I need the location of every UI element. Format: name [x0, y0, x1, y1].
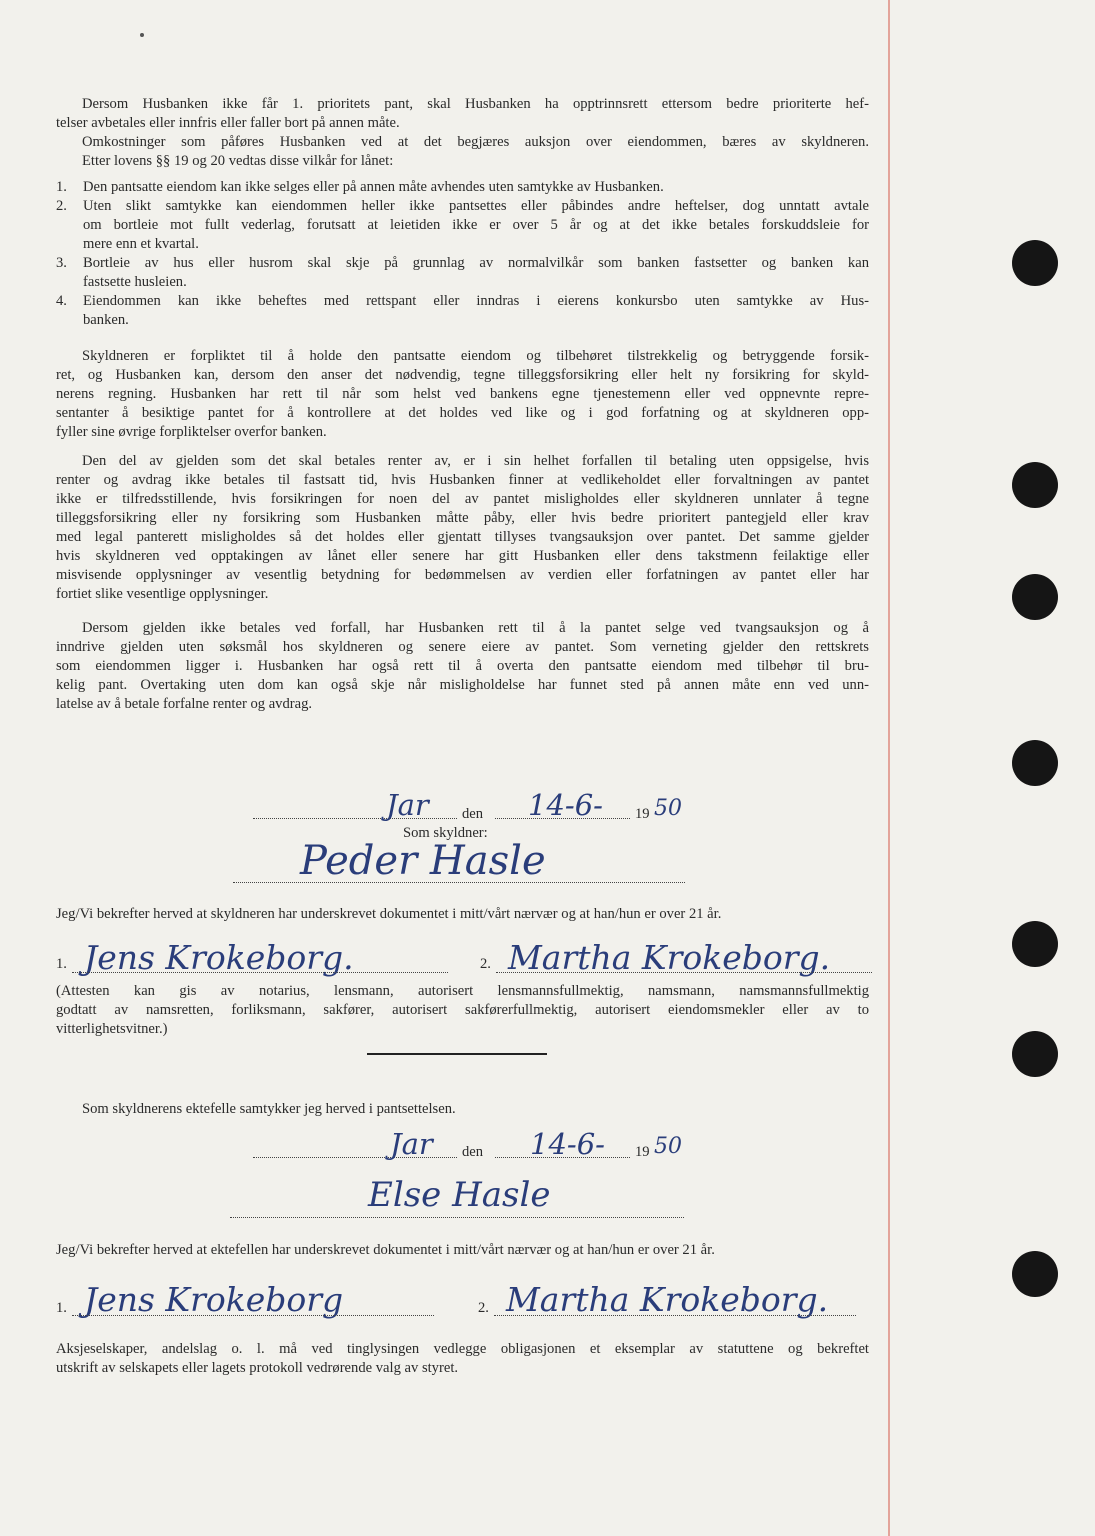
list-number: 2.: [56, 198, 67, 214]
den-label: den: [462, 806, 484, 822]
year-handwritten: 50: [654, 796, 682, 821]
paragraph-line: Skyldneren er forpliktet til å holde den pantsatte eiendom og tilbehøret tilstrekkelig og betryggende forsik-: [82, 348, 869, 364]
list-item: [56, 178, 869, 197]
footer-line: utskrift av selskapets eller lagets protokoll vedrørende valg av styret.: [56, 1360, 459, 1376]
witness-2-dotted-line: [496, 972, 872, 973]
witness-1-signature: Jens Krokeborg: [84, 1280, 344, 1319]
witness-1-dotted-line: [72, 1315, 434, 1316]
year-prefix: 19: [635, 1144, 650, 1160]
binder-hole-5: [1012, 921, 1058, 967]
list-line: mere enn et kvartal.: [83, 236, 199, 252]
list-line: banken.: [83, 312, 129, 328]
paragraph-line: Dersom Husbanken ikke får 1. prioritets pant, skal Husbanken ha opptrinnsrett ettersom bedre prioriterte hef-: [82, 96, 869, 112]
debtor-role-label: Som skyldner:: [403, 825, 488, 841]
place-handwritten: Jar: [390, 1127, 433, 1161]
paragraph-line: ret, og Husbanken kan, dersom den anser det nødvendig, tegne tilleggsforsikring eller helt ny forsikring for skyld-: [56, 367, 869, 383]
attest-statement: Jeg/Vi bekrefter herved at skyldneren har underskrevet dokumentet i mitt/vårt nærvær og at han/hun er over 21 år.: [56, 906, 722, 922]
red-margin-line: [888, 0, 890, 1536]
witness-1-number: 1.: [56, 956, 67, 972]
paragraph-line: fyller sine øvrige forpliktelser overfor banken.: [56, 424, 327, 440]
paragraph-line: Etter lovens §§ 19 og 20 vedtas disse vilkår for lånet:: [82, 153, 394, 169]
list-line: Eiendommen kan ikke beheftes med rettspant eller inndras i eierens konkursbo uten samtykke av Hus-: [83, 293, 869, 309]
section-divider: [367, 1053, 547, 1055]
paragraph-insurance: [56, 347, 869, 442]
witness-2-number: 2.: [478, 1300, 489, 1316]
witness-2-number: 2.: [480, 956, 491, 972]
list-line: Bortleie av hus eller husrom skal skje på grunnlag av normalvilkår som banken fastsetter og banken kan: [83, 255, 869, 271]
spouse-consent: Som skyldnerens ektefelle samtykker jeg herved i pantsettelsen.: [82, 1101, 456, 1117]
paragraph-line: Omkostninger som påføres Husbanken ved at det begjæres auksjon over eiendommen, bæres av skyldneren.: [82, 134, 869, 150]
conditions-list: [56, 178, 869, 330]
den-label: den: [462, 1144, 484, 1160]
list-line: fastsette husleien.: [83, 274, 187, 290]
witness-1-dotted-line: [72, 972, 448, 973]
list-item: [56, 254, 869, 292]
witness-1-signature: Jens Krokeborg.: [84, 938, 354, 977]
binder-hole-1: [1012, 240, 1058, 286]
paragraph-line: tilleggsforsikring eller ny forsikring som Husbanken måtte påby, eller hvis bedre prioritert pantegjeld eller krav: [56, 510, 869, 526]
paragraph-line: sentanter å besiktige pantet for å kontrollere at det holdes ved like og i god forfatning og at skyldneren opp-: [56, 405, 869, 421]
year-prefix: 19: [635, 806, 650, 822]
list-number: 1.: [56, 179, 67, 195]
binder-hole-3: [1012, 574, 1058, 620]
binder-hole-2: [1012, 462, 1058, 508]
binder-hole-7: [1012, 1251, 1058, 1297]
paragraph-line: misvisende opplysninger av vesentlig betydning for bedømmelsen av verdien eller forfatningen av pantet eller har: [56, 567, 869, 583]
paragraph-priority: [56, 95, 869, 133]
signature-dotted-line: [233, 882, 685, 883]
paragraph-line: ikke er tilfredsstillende, hvis forsikringen for noen del av pantet misligholdes eller skyldneren unnlater å tegne: [56, 491, 869, 507]
paragraph-line: latelse av å betale forfalne renter og avdrag.: [56, 696, 313, 712]
list-line: Den pantsatte eiendom kan ikke selges eller på annen måte avhendes uten samtykke av Husbanken.: [83, 179, 664, 195]
witness-2-dotted-line: [494, 1315, 856, 1316]
paragraph-line: renter og avdrag ikke betales til fastsatt tid, hvis Husbanken finner at vedlikeholdet eller forvaltningen av pantet: [56, 472, 869, 488]
paragraph-line: hvis skyldneren ved opptakingen av lånet eller senere har gitt Husbanken eller dens takstmenn feilaktige eller: [56, 548, 869, 564]
paragraph-line: inndrive gjelden uten søksmål hos skyldneren og senere eiere av pantet. Som verneting gjelder den rettskrets: [56, 639, 869, 655]
debtor-signature: Peder Hasle: [300, 838, 546, 884]
witness-2-signature: Martha Krokeborg.: [508, 938, 831, 977]
paragraph-line: som eiendommen ligger i. Husbanken har også rett til å overta den pantsatte eiendom med tilbehør til bru-: [56, 658, 869, 674]
place-handwritten: Jar: [386, 788, 429, 822]
paper-speck: [140, 33, 144, 37]
attest-statement: Jeg/Vi bekrefter herved at ektefellen har underskrevet dokumentet i mitt/vårt nærvær og at han/hun er over 21 år.: [56, 1242, 715, 1258]
witness-1-number: 1.: [56, 1300, 67, 1316]
witness-2-signature: Martha Krokeborg.: [506, 1280, 829, 1319]
footer-note: [56, 1340, 869, 1378]
spouse-signature: Else Hasle: [368, 1175, 551, 1215]
list-line: Uten slikt samtykke kan eiendommen heller ikke pantsettes eller påbindes andre heftelser, dog unntatt avtale: [83, 198, 869, 214]
attest-note: [56, 982, 869, 1039]
list-number: 4.: [56, 293, 67, 309]
date-handwritten: 14-6-: [530, 1127, 605, 1161]
note-line: (Attesten kan gis av notarius, lensmann, autorisert lensmannsfullmektig, namsmann, namsmannsfullmektig: [56, 983, 869, 999]
paragraph-line: nerens regning. Husbanken har rett til når som helst ved bankens egne tjenestemenn eller ved oppnevnte repre-: [56, 386, 869, 402]
date-handwritten: 14-6-: [528, 788, 603, 822]
list-item: [56, 292, 869, 330]
binder-hole-4: [1012, 740, 1058, 786]
year-handwritten: 50: [654, 1134, 682, 1159]
paragraph-line: telser avbetales eller innfris eller faller bort på annen måte.: [56, 115, 400, 131]
paragraph-line: kelig pant. Overtaking uten dom kan også skje når misligholdelse har funnet sted på annen måte enn ved unn-: [56, 677, 869, 693]
note-line: godtatt av namsretten, forliksmann, sakfører, autorisert sakførerfullmektig, autorisert eiendomsmekler eller av to: [56, 1002, 869, 1018]
paragraph-line: fortiet slike vesentlige opplysninger.: [56, 586, 269, 602]
paragraph-default: [56, 452, 869, 604]
footer-line: Aksjeselskaper, andelslag o. l. må ved tinglysingen vedlegge obligasjonen et eksemplar av statuttene og bekreftet: [56, 1341, 869, 1357]
list-number: 3.: [56, 255, 67, 271]
paragraph-costs: [56, 133, 869, 171]
paragraph-line: med legal panterett misligholdes så det holdes eller gjentatt tillyses tvangsauksjon over pantet. Det samme gjelder: [56, 529, 869, 545]
paragraph-line: Dersom gjelden ikke betales ved forfall, har Husbanken rett til å la pantet selge ved tvangsauksjon og å: [82, 620, 869, 636]
signature-dotted-line: [230, 1217, 684, 1218]
list-line: om bortleie mot fullt vederlag, forutsatt at leietiden ikke er over 5 år og at det ikke betales forskuddsleie for: [83, 217, 869, 233]
paragraph-enforcement: [56, 619, 869, 714]
note-line: vitterlighetsvitner.): [56, 1021, 168, 1037]
binder-hole-6: [1012, 1031, 1058, 1077]
paragraph-line: Den del av gjelden som det skal betales renter av, er i sin helhet forfallen til betaling uten oppsigelse, hvis: [82, 453, 869, 469]
list-item: [56, 197, 869, 254]
